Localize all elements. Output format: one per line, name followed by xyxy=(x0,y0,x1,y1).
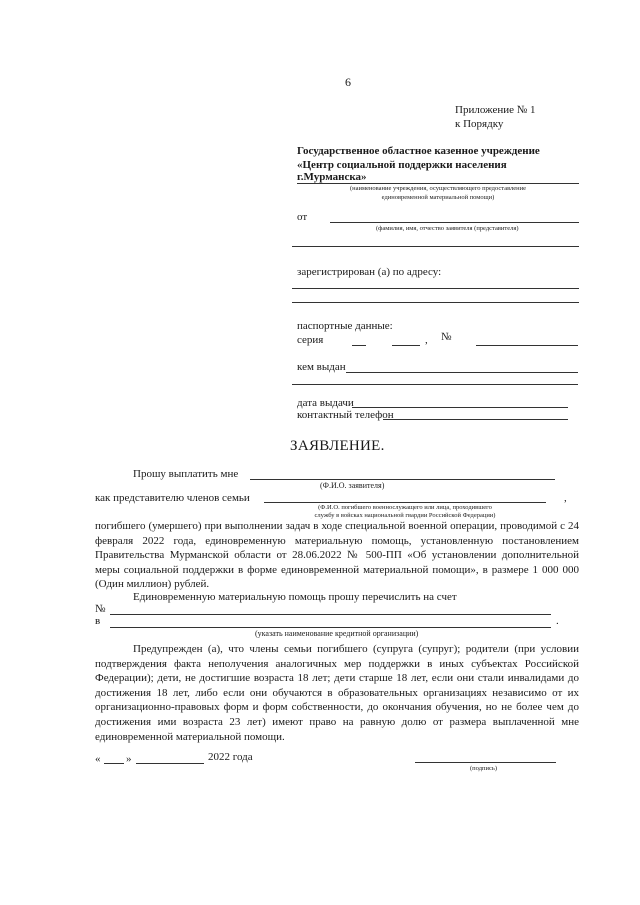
transfer-line: Единовременную материальную помощь прошу перечислить на счет xyxy=(133,591,457,603)
passport-number-field[interactable] xyxy=(476,345,578,346)
passport-number-label: № xyxy=(441,331,452,343)
from-caption: (фамилия, имя, отчество заявителя (представителя) xyxy=(376,225,519,232)
applicant-caption: (Ф.И.О. заявителя) xyxy=(320,481,385,490)
bank-label: в xyxy=(95,615,101,627)
registered-label: зарегистрирован (а) по адресу: xyxy=(297,266,442,278)
org-underline xyxy=(297,183,579,184)
warning-paragraph: Предупрежден (а), что члены семьи погибшего (супруга (супруг); родители (при условии подтверждения факта неполучения аналогичных мер поддержки в иных субъектах Российской Федерации); дети, не достигшие возраста 18 лет; дети старше 18 лет, если они стали инвалидами до достижения 18 лет, либо если они обучаются в образовательных организациях независимо от их организационно-правовых форм и форм собственности, до окончания обучения, но не более чем до достижения ими возраста 23 лет) имеют право на равную долю от размера выплаченной мне единовременной материальной помощи. xyxy=(95,643,579,743)
org-line-1: Государственное областное казенное учреждение xyxy=(297,145,540,157)
address-field-2[interactable] xyxy=(292,302,579,303)
representative-end: , xyxy=(564,492,567,504)
address-field-1[interactable] xyxy=(292,288,579,289)
account-field[interactable] xyxy=(110,614,551,615)
representative-label: как представителю членов семьи xyxy=(95,492,250,504)
deceased-caption-line-1: (Ф.И.О. погибшего военнослужащего или лица, проходившего xyxy=(318,504,492,511)
bank-caption: (указать наименование кредитной организации) xyxy=(255,629,419,638)
from-field-2[interactable] xyxy=(292,246,579,247)
series-field-2[interactable] xyxy=(392,345,420,346)
signature-field[interactable] xyxy=(415,762,556,763)
applicant-name-field[interactable] xyxy=(250,479,555,480)
date-open-quote: « xyxy=(95,753,101,765)
bank-end: . xyxy=(556,615,559,627)
org-line-2: «Центр социальной поддержки населения xyxy=(297,159,507,171)
account-label: № xyxy=(95,603,106,615)
document-title: ЗАЯВЛЕНИЕ. xyxy=(290,438,385,454)
issued-by-label: кем выдан xyxy=(297,361,346,373)
date-month-field[interactable] xyxy=(136,763,204,764)
phone-label: контактный телефон xyxy=(297,409,394,421)
page-number: 6 xyxy=(345,75,351,89)
bank-field[interactable] xyxy=(110,627,551,628)
deceased-caption-line-2: службу в войсках национальной гвардии Российской Федерации) xyxy=(314,512,496,519)
year-label: 2022 года xyxy=(208,751,253,763)
appendix-line-2: к Порядку xyxy=(455,118,504,130)
issue-date-field[interactable] xyxy=(352,407,568,408)
series-field-1[interactable] xyxy=(352,345,366,346)
date-close-quote: » xyxy=(126,753,132,765)
appendix-line-1: Приложение № 1 xyxy=(455,104,536,116)
request-label: Прошу выплатить мне xyxy=(133,468,239,480)
issued-by-field-1[interactable] xyxy=(346,372,578,373)
series-comma: , xyxy=(425,334,428,346)
deceased-name-field[interactable] xyxy=(264,502,546,503)
date-day-field[interactable] xyxy=(104,763,124,764)
passport-label: паспортные данные: xyxy=(297,320,393,332)
org-line-3: г.Мурманска» xyxy=(297,171,367,183)
issued-by-field-2[interactable] xyxy=(292,384,578,385)
phone-field[interactable] xyxy=(383,419,568,420)
org-caption-line-1: (наименование учреждения, осуществляющего предоставление xyxy=(349,185,527,192)
main-paragraph: погибшего (умершего) при выполнении задач в ходе специальной военной операции, проводимой с 24 февраля 2022 года, единовременную материальную помощь, установленную постановлением Правительства Мурманской области от 28.06.2022 № 500-ПП «Об установлении дополнительной меры социальной поддержки в форме единовременной материальной помощи», в размере 1 000 000 (Один миллион) рублей. xyxy=(95,520,579,591)
issue-date-label: дата выдачи xyxy=(297,397,354,409)
signature-caption: (подпись) xyxy=(470,765,497,772)
from-label: от xyxy=(297,211,308,223)
series-label: серия xyxy=(297,334,324,346)
org-caption-line-2: единовременной материальной помощи) xyxy=(381,194,495,201)
from-field[interactable] xyxy=(330,222,579,223)
